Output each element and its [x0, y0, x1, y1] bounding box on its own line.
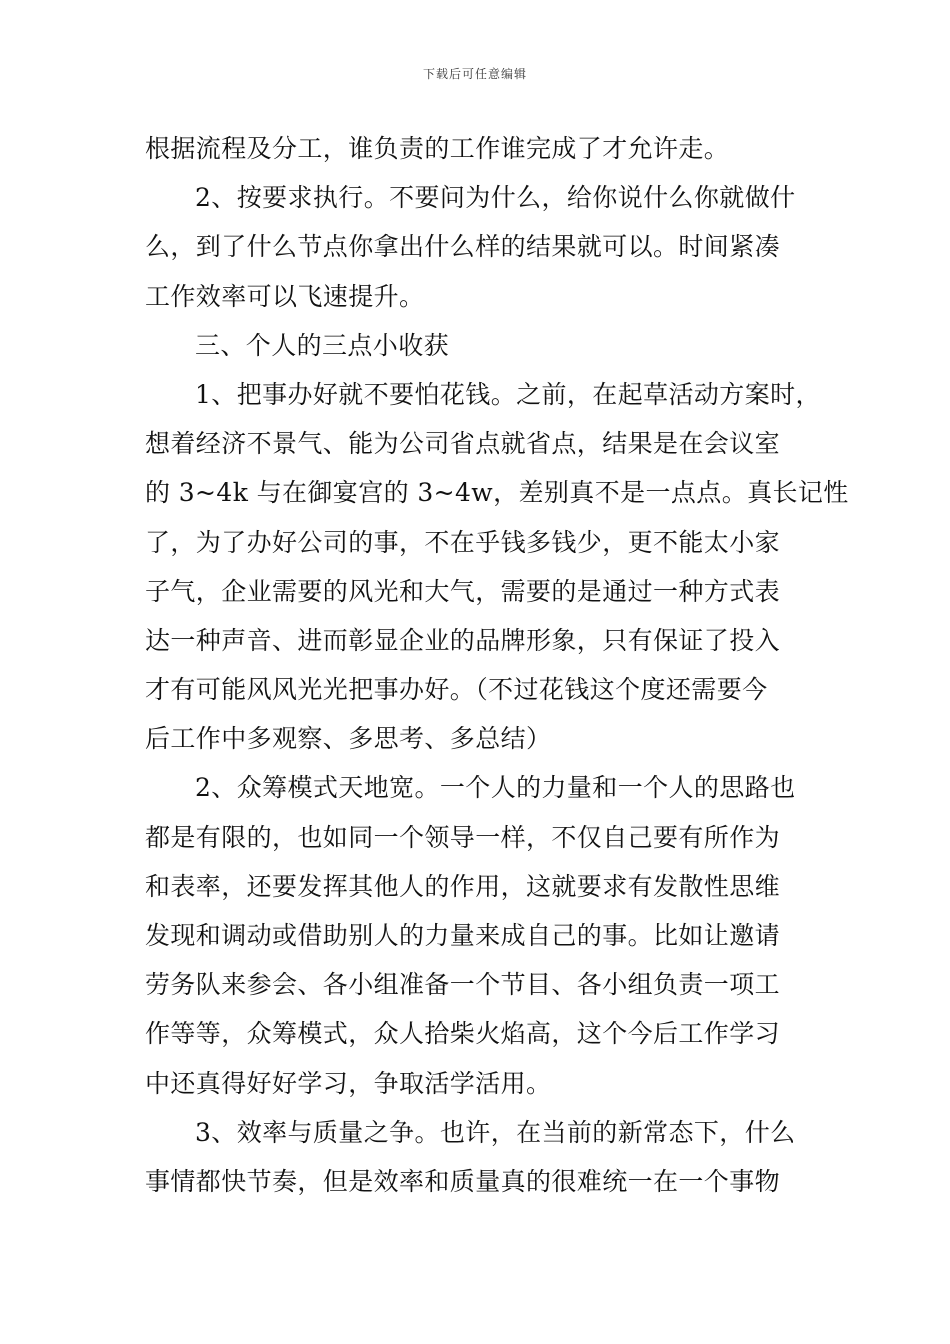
- text-line: 事情都快节奏，但是效率和质量真的很难统一在一个事物: [145, 1166, 781, 1196]
- text-line: 1、把事办好就不要怕花钱。之前，在起草活动方案时，: [195, 379, 821, 409]
- text-line: 作等等，众筹模式，众人拾柴火焰高，这个今后工作学习: [145, 1019, 781, 1049]
- text-line: 劳务队来参会、各小组准备一个节目、各小组负责一项工: [145, 970, 781, 1000]
- text-line: 和表率，还要发挥其他人的作用，这就要求有发散性思维: [145, 871, 781, 901]
- text-line: 想着经济不景气、能为公司省点就省点，结果是在会议室: [145, 429, 781, 459]
- page-header: 下载后可任意编辑: [422, 67, 527, 81]
- text-line: 3、效率与质量之争。也许，在当前的新常态下，什么: [195, 1117, 796, 1147]
- text-line: 2、按要求执行。不要问为什么，给你说什么你就做什: [195, 183, 796, 213]
- text-line: 才有可能风风光光把事办好。（不过花钱这个度还需要今: [145, 675, 768, 705]
- text-line: 都是有限的，也如同一个领导一样，不仅自己要有所作为: [145, 822, 781, 852]
- text-line: 么，到了什么节点你拿出什么样的结果就可以。时间紧凑: [145, 232, 781, 262]
- text-line: 根据流程及分工，谁负责的工作谁完成了才允许走。: [145, 134, 730, 163]
- text-line: 发现和调动或借助别人的力量来成自己的事。比如让邀请: [145, 921, 781, 950]
- document-body: [145, 124, 849, 1206]
- text-line: 中还真得好好学习，争取活学活用。: [145, 1068, 552, 1098]
- text-line: 三、个人的三点小收获: [195, 330, 450, 360]
- text-line: 了，为了办好公司的事，不在乎钱多钱少，更不能太小家: [145, 527, 781, 557]
- text-line: 2、众筹模式天地宽。一个人的力量和一个人的思路也: [195, 773, 796, 803]
- text-line: 子气，企业需要的风光和大气，需要的是通过一种方式表: [145, 576, 781, 606]
- text-line: 工作效率可以飞速提升。: [145, 281, 425, 311]
- text-line: 的 3~4k 与在御宴宫的 3~4w，差别真不是一点点。真长记性: [145, 478, 849, 508]
- text-line: 达一种声音、进而彰显企业的品牌形象，只有保证了投入: [145, 625, 781, 655]
- text-line: 后工作中多观察、多思考、多总结）: [145, 724, 552, 754]
